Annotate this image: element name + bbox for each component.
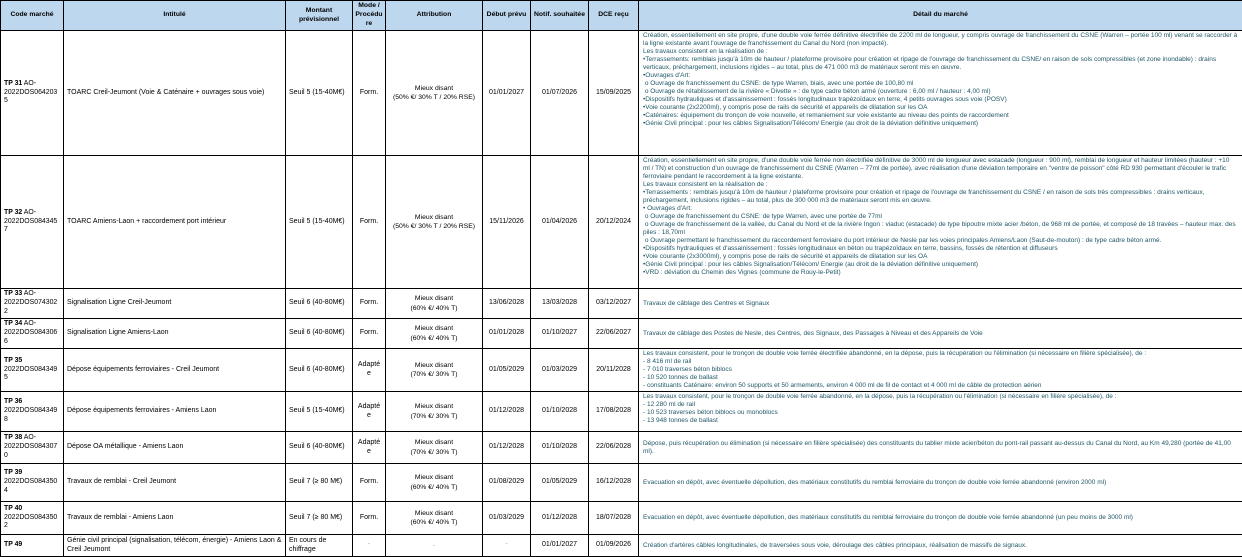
title-cell[interactable]: Dépose équipements ferroviaires - Creil Jeumont bbox=[64, 349, 286, 392]
start-date-cell[interactable]: 15/11/2026 bbox=[483, 156, 531, 289]
table-row bbox=[1, 464, 1242, 502]
notif-date-cell[interactable]: 01/03/2029 bbox=[531, 349, 589, 392]
start-date-cell[interactable]: - bbox=[483, 535, 531, 557]
table-row bbox=[1, 156, 1242, 289]
code-cell[interactable] bbox=[1, 289, 64, 319]
table-row bbox=[1, 319, 1242, 349]
amount-cell[interactable]: En cours de chiffrage bbox=[286, 535, 353, 557]
start-date-cell[interactable]: 01/01/2028 bbox=[483, 319, 531, 349]
attribution-cell[interactable] bbox=[386, 464, 483, 502]
attribution-cell[interactable] bbox=[386, 432, 483, 464]
dce-date-cell[interactable]: 20/12/2024 bbox=[589, 156, 639, 289]
attribution-weights: (70% €/ 30% T) bbox=[389, 448, 479, 457]
table-row bbox=[1, 31, 1242, 156]
dce-date-cell[interactable]: 01/09/2026 bbox=[589, 535, 639, 557]
detail-cell[interactable]: Evacuation en dépôt, avec éventuelle dépollution, des matériaux constitutifs du remblai ferroviaire du tronçon de double voie ferrée abandonné (environ 2000 ml) bbox=[639, 464, 1242, 502]
market-code-id: TP 40 bbox=[4, 505, 22, 512]
attribution-criterion: Mieux disant bbox=[389, 84, 479, 93]
attribution-cell[interactable] bbox=[386, 156, 483, 289]
market-code-id: TP 34 bbox=[4, 320, 22, 327]
table-row bbox=[1, 289, 1242, 319]
table-row bbox=[1, 349, 1242, 392]
attribution-criterion: Mieux disant bbox=[389, 402, 479, 411]
mode-cell[interactable]: Form. bbox=[353, 289, 386, 319]
detail-cell[interactable]: Evacuation en dépôt, avec éventuelle dépollution, des matériaux constitutifs du remblai ferroviaire du tronçon de double voie ferrée abandonné (un peu moins de 3000 ml) bbox=[639, 502, 1242, 535]
start-date-cell[interactable]: 01/12/2028 bbox=[483, 432, 531, 464]
column-header-dce: DCE reçu bbox=[589, 1, 639, 31]
attribution-criterion: Mieux disant bbox=[389, 361, 479, 370]
attribution-cell[interactable] bbox=[386, 502, 483, 535]
column-header-code: Code marché bbox=[1, 1, 64, 31]
column-header-notif: Notif. souhaitée bbox=[531, 1, 589, 31]
start-date-cell[interactable]: 01/01/2027 bbox=[483, 31, 531, 156]
detail-cell[interactable]: Travaux de câblage des Centres et Signaux bbox=[639, 289, 1242, 319]
table-row bbox=[1, 432, 1242, 464]
table-header-row bbox=[1, 1, 1242, 31]
code-cell[interactable] bbox=[1, 432, 64, 464]
title-cell[interactable]: Travaux de remblai - Amiens Laon bbox=[64, 502, 286, 535]
code-cell[interactable] bbox=[1, 31, 64, 156]
column-header-attribution: Attribution bbox=[386, 1, 483, 31]
market-code-ref: 2022DOS0843502 bbox=[4, 514, 57, 530]
notif-date-cell[interactable]: 01/10/2028 bbox=[531, 392, 589, 432]
title-cell[interactable]: Travaux de remblai - Creil Jeumont bbox=[64, 464, 286, 502]
notif-date-cell[interactable]: 13/03/2028 bbox=[531, 289, 589, 319]
notif-date-cell[interactable]: 01/01/2027 bbox=[531, 535, 589, 557]
attribution-criterion: Mieux disant bbox=[389, 509, 479, 518]
code-cell[interactable] bbox=[1, 502, 64, 535]
mode-cell[interactable]: Adaptée bbox=[353, 349, 386, 392]
code-cell[interactable] bbox=[1, 464, 64, 502]
detail-cell[interactable]: Création, essentiellement en site propre, d'une double voie ferrée définitive électrifiée de 2200 ml de longueur, y compris ouvrage de franchissement du CSNE (Warren – portée 100 ml) venant se raccorder à la ligne existante avant l'ouvrage de franchissement du Canal du Nord (non impacté). Les travaux consistent en la réalisation de : •Terrassements: remblais jusqu'à 10m de hauteur / plateforme provisoire pour création et ripage de l'ouvrage de franchissement du CSNE/ en raison de sols compressibles (et zone inondable) : drains verticaux, préchargement, inclusions rigides – au total, plus de 471 000 m3 de matériaux seront mis en œuvre. •Ouvrages d'Art: o Ouvrage de franchissement du CSNE: de type Warren, biais, avec une portée de 100,80 ml o Ouvrage de rétablissement de la rivière « Divette » : de type cadre béton armé (ouverture : 6,00 ml / hauteur : 4,00 ml) •Dispositifs hydrauliques et d'assainissement : fossés longitudinaux trapézoïdaux en terre, 4 petits ouvrages sous voie (POSV) •Voie courante (2x2200ml), y compris pose de rails de sécurité et appareils de dilatation sur les OA •Caténaires: équipement du tronçon de voie nouvelle, et remaniement sur voie existante au niveau des points de raccordement •Génie Civil principal : pour les câbles Signalisation/Télécom/ Energie (au droit de la déviation définitive uniquement) bbox=[639, 31, 1242, 156]
attribution-criterion: - bbox=[389, 541, 479, 550]
attribution-criterion: Mieux disant bbox=[389, 213, 479, 222]
code-cell[interactable] bbox=[1, 535, 64, 557]
attribution-weights: (50% €/ 30% T / 20% RSE) bbox=[389, 93, 479, 102]
market-code-id: TP 32 bbox=[4, 209, 22, 216]
title-cell[interactable]: Signalisation Ligne Amiens-Laon bbox=[64, 319, 286, 349]
column-header-amount: Montant prévisionnel bbox=[286, 1, 353, 31]
dce-date-cell[interactable]: 03/12/2027 bbox=[589, 289, 639, 319]
attribution-weights: (60% €/ 40% T) bbox=[389, 304, 479, 313]
market-code-ref: AO-2022DOS0843457 bbox=[4, 209, 57, 234]
table-row bbox=[1, 535, 1242, 557]
market-code-id: TP 35 bbox=[4, 357, 22, 364]
notif-date-cell[interactable]: 01/04/2026 bbox=[531, 156, 589, 289]
market-code-id: TP 49 bbox=[4, 541, 22, 548]
notif-date-cell[interactable]: 01/05/2029 bbox=[531, 464, 589, 502]
column-header-mode: Mode / Procédure bbox=[353, 1, 386, 31]
attribution-criterion: Mieux disant bbox=[389, 294, 479, 303]
notif-date-cell[interactable]: 01/07/2026 bbox=[531, 31, 589, 156]
detail-cell[interactable]: Création d'artères câbles longitudinales, de traversées sous voie, déroulage des câbles principaux, réalisation de massifs de signaux. bbox=[639, 535, 1242, 557]
attribution-cell[interactable] bbox=[386, 535, 483, 557]
title-cell[interactable]: TOARC Creil-Jeumont (Voie & Caténaire + ouvrages sous voie) bbox=[64, 31, 286, 156]
attribution-cell[interactable] bbox=[386, 319, 483, 349]
mode-cell[interactable]: Adaptée bbox=[353, 392, 386, 432]
attribution-cell[interactable] bbox=[386, 349, 483, 392]
attribution-cell[interactable] bbox=[386, 289, 483, 319]
dce-date-cell[interactable]: 20/11/2028 bbox=[589, 349, 639, 392]
attribution-weights: (60% €/ 40% T) bbox=[389, 518, 479, 527]
market-code-id: TP 36 bbox=[4, 398, 22, 405]
market-code-id: TP 38 bbox=[4, 434, 22, 441]
detail-cell[interactable]: Travaux de câblage des Postes de Nesle, des Centres, des Signaux, des Passages à Niveau et des Appareils de Voie bbox=[639, 319, 1242, 349]
dce-date-cell[interactable]: 16/12/2028 bbox=[589, 464, 639, 502]
notif-date-cell[interactable]: 01/10/2027 bbox=[531, 319, 589, 349]
amount-cell[interactable]: Seuil 6 (40-80M€) bbox=[286, 432, 353, 464]
start-date-cell[interactable]: 01/12/2028 bbox=[483, 392, 531, 432]
code-cell[interactable] bbox=[1, 319, 64, 349]
dce-date-cell[interactable]: 22/06/2028 bbox=[589, 432, 639, 464]
dce-date-cell[interactable]: 15/09/2025 bbox=[589, 31, 639, 156]
amount-cell[interactable]: Seuil 6 (40-80M€) bbox=[286, 349, 353, 392]
mode-cell[interactable]: Form. bbox=[353, 31, 386, 156]
start-date-cell[interactable]: 01/03/2029 bbox=[483, 502, 531, 535]
market-code-ref: AO-2022DOS0843070 bbox=[4, 434, 57, 459]
code-cell[interactable] bbox=[1, 349, 64, 392]
attribution-criterion: Mieux disant bbox=[389, 438, 479, 447]
mode-cell[interactable]: Form. bbox=[353, 502, 386, 535]
attribution-cell[interactable] bbox=[386, 392, 483, 432]
title-cell[interactable]: Dépose OA métallique - Amiens Laon bbox=[64, 432, 286, 464]
dce-date-cell[interactable]: 17/08/2028 bbox=[589, 392, 639, 432]
market-code-id: TP 33 bbox=[4, 290, 22, 297]
amount-cell[interactable]: Seuil 7 (≥ 80 M€) bbox=[286, 502, 353, 535]
title-cell[interactable]: TOARC Amiens-Laon + raccordement port intérieur bbox=[64, 156, 286, 289]
table-row bbox=[1, 502, 1242, 535]
market-code-ref: 2022DOS0843504 bbox=[4, 478, 57, 494]
attribution-cell[interactable] bbox=[386, 31, 483, 156]
code-cell[interactable] bbox=[1, 156, 64, 289]
dce-date-cell[interactable]: 22/06/2027 bbox=[589, 319, 639, 349]
market-code-id: TP 31 bbox=[4, 80, 22, 87]
column-header-start: Début prévu bbox=[483, 1, 531, 31]
attribution-weights: (70% €/ 30% T) bbox=[389, 370, 479, 379]
column-header-title: Intitulé bbox=[64, 1, 286, 31]
notif-date-cell[interactable]: 01/10/2028 bbox=[531, 432, 589, 464]
table-row bbox=[1, 392, 1242, 432]
dce-date-cell[interactable]: 18/07/2028 bbox=[589, 502, 639, 535]
market-code-id: TP 39 bbox=[4, 469, 22, 476]
start-date-cell[interactable]: 01/08/2029 bbox=[483, 464, 531, 502]
amount-cell[interactable]: Seuil 5 (15-40M€) bbox=[286, 392, 353, 432]
detail-cell[interactable]: Les travaux consistent, pour le tronçon de double voie ferrée électrifiée abandonné, en la dépose, puis la récupération ou l'élimination (si nécessaire en filière spécialisée), de : - 8 416 ml de rail - 7 010 traverses béton biblocs - 10 520 tonnes de ballast - constituants Caténaire: environ 50 supports et 50 armements, environ 4 000 ml de fil de contact et 4 000 ml de câble de protection aérien bbox=[639, 349, 1242, 392]
detail-cell[interactable]: Création, essentiellement en site propre, d'une double voie ferrée non électrifiée définitive de 3000 ml de longueur avec estacade (longueur : 900 ml), remblai de longueur et hauteur limitées (hauteur : +10 ml / TN) et construction d'un ouvrage de franchissement du CSNE (Warren – 77ml de portée), avec réalisation d'une déviation temporaire en "ventre de poisson" côté RD 930 permettant d'écouler le trafic ferroviaire pendant le raccordement à la ligne existante. Les travaux consistent en la réalisation de : •Terrassements : remblais jusqu'à 10m de hauteur / plateforme provisoire pour création et ripage de l'ouvrage de franchissement du CSNE / en raison de sols très compressibles : drains verticaux, préchargement, inclusions rigides – au total, plus de 300 000 m3 de matériaux seront mis en œuvre. • Ouvrages d'Art: o Ouvrage de franchissement du CSNE: de type Warren, avec une portée de 77ml o Ouvrage de franchissement de la vallée, du Canal du Nord et de la rivière Ingon : viaduc (estacade) de type bipoutre mixte acier /béton, de 968 ml de portée, et composé de 18 travées – hauteur max. des piles : 18,70ml o Ouvrage permettant le franchissement du raccordement ferroviaire du port intérieur de Nesle par les voies principales Amiens/Laon (Saut-de-mouton) : de type cadre béton armé. •Dispositifs hydrauliques et d'assainissement : fossés longitudinaux en béton ou trapézoïdaux en terre, bassins, fossés de rétention et diffuseurs •Voie courante (2x3000ml), y compris pose de rails de sécurité et appareils de dilatation sur les OA •Génie Civil principal : pour les câbles Signalisation/Télécom/ Energie (au droit de la déviation définitive uniquement) •VRD : déviation du Chemin des Vignes (commune de Rouy-le-Petit) bbox=[639, 156, 1242, 289]
amount-cell[interactable]: Seuil 5 (15-40M€) bbox=[286, 156, 353, 289]
attribution-weights: (60% €/ 40% T) bbox=[389, 334, 479, 343]
attribution-weights: (70% €/ 30% T) bbox=[389, 412, 479, 421]
attribution-weights: (50% €/ 30% T / 20% RSE) bbox=[389, 222, 479, 231]
market-code-ref: AO-2022DOS0843066 bbox=[4, 320, 57, 345]
mode-cell[interactable]: Form. bbox=[353, 464, 386, 502]
mode-cell[interactable]: Adaptée bbox=[353, 432, 386, 464]
column-header-detail: Détail du marché bbox=[639, 1, 1242, 31]
attribution-criterion: Mieux disant bbox=[389, 473, 479, 482]
market-code-ref: AO-2022DOS0642035 bbox=[4, 80, 57, 105]
attribution-criterion: Mieux disant bbox=[389, 324, 479, 333]
title-cell[interactable]: Signalisation Ligne Creil-Jeumont bbox=[64, 289, 286, 319]
attribution-weights: (60% €/ 40% T) bbox=[389, 483, 479, 492]
amount-cell[interactable]: Seuil 7 (≥ 80 M€) bbox=[286, 464, 353, 502]
mode-cell[interactable]: - bbox=[353, 535, 386, 557]
amount-cell[interactable]: Seuil 5 (15-40M€) bbox=[286, 31, 353, 156]
code-cell[interactable] bbox=[1, 392, 64, 432]
title-cell[interactable]: Dépose équipements ferroviaires - Amiens Laon bbox=[64, 392, 286, 432]
start-date-cell[interactable]: 13/06/2028 bbox=[483, 289, 531, 319]
start-date-cell[interactable]: 01/05/2029 bbox=[483, 349, 531, 392]
detail-cell[interactable]: Les travaux consistent, pour le tronçon de double voie ferrée abandonné, en la dépose, puis la récupération ou l'élimination (si nécessaire en filière spécialisée), de : - 12 280 ml de rail - 10 523 traverses béton biblocs ou monoblocs - 13 948 tonnes de ballast bbox=[639, 392, 1242, 432]
market-table-body bbox=[1, 31, 1242, 557]
amount-cell[interactable]: Seuil 6 (40-80M€) bbox=[286, 319, 353, 349]
mode-cell[interactable]: Form. bbox=[353, 156, 386, 289]
market-code-ref: AO-2022DOS0743022 bbox=[4, 290, 57, 315]
detail-cell[interactable]: Dépose, puis récupération ou élimination (si nécessaire en filière spécialisée) des constituants du tablier mixte acier/béton du pont-rail passant au-dessus du Canal du Nord, au Km 49,280 (portée de 41,00 ml). bbox=[639, 432, 1242, 464]
mode-cell[interactable]: Form. bbox=[353, 319, 386, 349]
market-code-ref: 2022DOS0843498 bbox=[4, 407, 57, 423]
title-cell[interactable]: Génie civil principal (signalisation, télécom, énergie) - Amiens Laon & Creil Jeumont bbox=[64, 535, 286, 557]
notif-date-cell[interactable]: 01/12/2028 bbox=[531, 502, 589, 535]
market-code-ref: 2022DOS0843495 bbox=[4, 366, 57, 382]
amount-cell[interactable]: Seuil 6 (40-80M€) bbox=[286, 289, 353, 319]
